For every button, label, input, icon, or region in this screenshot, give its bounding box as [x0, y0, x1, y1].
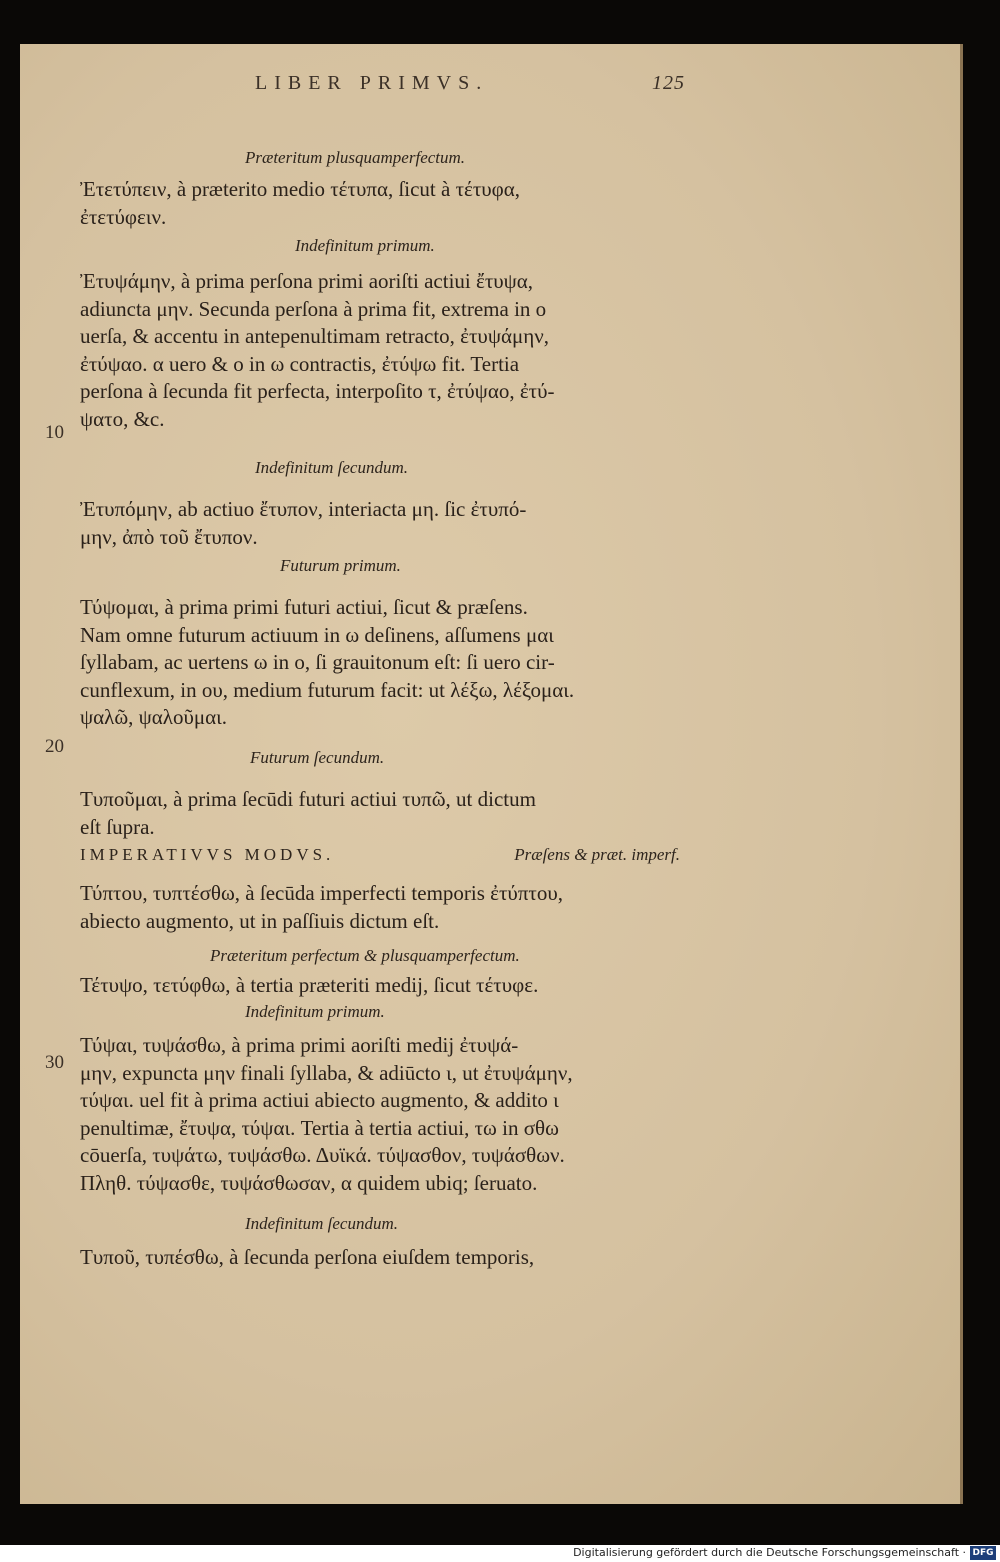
section-heading: Indefinitum primum.	[245, 1002, 385, 1021]
margin-line-number: 20	[45, 736, 64, 757]
paragraph	[80, 176, 672, 231]
text-line: adiuncta μην. Secunda perſona à prima fit, extrema in ο	[80, 296, 547, 321]
text-line: abiecto augmento, ut in paſſiuis dictum eſt.	[80, 908, 440, 933]
funding-notice: Digitalisierung gefördert durch die Deutsche Forschungsgemeinschaft ·	[573, 1546, 966, 1559]
text-line: Τέτυψο, τετύφθω, à tertia præteriti medij, ſicut τέτυφε.	[80, 973, 539, 997]
text-line: Ἐτετύπειν, à præterito medio τέτυπα, ſicut à τέτυφα,	[80, 177, 521, 201]
paragraph	[80, 268, 672, 434]
dfg-logo: DFG	[970, 1546, 996, 1560]
section-heading: Futurum ſecundum.	[250, 748, 385, 767]
text-line: Πληθ. τύψασθε, τυψάσθωσαν, α quidem ubiq; ſeruato.	[80, 1170, 538, 1195]
section-heading: Indefinitum ſecundum.	[255, 458, 408, 477]
footer-bar	[0, 1545, 1000, 1562]
margin-line-number: 10	[45, 422, 64, 443]
section-heading: Futurum primum.	[280, 556, 401, 575]
text-line: ψαλῶ, ψαλοῦμαι.	[80, 705, 228, 730]
text-line: μην, expuncta μην finali ſyllaba, & adiūcto ι, ut ἐτυψάμην,	[80, 1060, 573, 1085]
paragraph	[80, 594, 672, 732]
text-line: ψατο, &c.	[80, 406, 165, 431]
text-line: ἐτύψαο. α uero & ο in ω contractis, ἐτύψω fit. Tertia	[80, 351, 520, 376]
text-line: ἐτετύφειν.	[80, 204, 167, 229]
text-line: Τυποῦμαι, à prima ſecūdi futuri actiui τυπῶ, ut dictum	[80, 787, 536, 811]
paragraph	[80, 786, 672, 841]
book-page	[20, 44, 963, 1504]
page-number: 125	[652, 72, 685, 94]
text-line: uerſa, & accentu in antepenultimam retracto, ἐτυψάμην,	[80, 324, 549, 349]
paragraph	[80, 880, 672, 935]
running-title: LIBER PRIMVS.	[255, 72, 489, 94]
mode-subheading: Præſens & præt. imperf.	[514, 845, 680, 864]
text-line: Τύψαι, τυψάσθω, à prima primi aoriſti medij ἐτυψά-	[80, 1033, 519, 1057]
paragraph	[80, 1244, 672, 1272]
text-line: cōuerſa, τυψάτω, τυψάσθω. Δυϊκά. τύψασθον, τυψάσθων.	[80, 1143, 565, 1168]
text-line: Τύψομαι, à prima primi futuri actiui, ſicut & præſens.	[80, 595, 528, 619]
running-head	[255, 72, 685, 102]
mode-title: IMPERATIVVS MODVS.	[80, 845, 335, 864]
mode-heading	[80, 844, 680, 870]
paragraph	[80, 972, 672, 1000]
text-line: penultimæ, ἔτυψα, τύψαι. Tertia à tertia actiui, τω in σθω	[80, 1115, 559, 1140]
text-line: Ἐτυπόμην, ab actiuo ἔτυπον, interiacta μη. ſic ἐτυπό-	[80, 497, 527, 521]
section-heading: Indefinitum primum.	[295, 236, 435, 255]
paragraph	[80, 1032, 672, 1198]
section-heading: Præteritum perfectum & plusquamperfectum.	[210, 946, 520, 965]
text-line: Nam omne futurum actiuum in ω deſinens, aſſumens μαι	[80, 622, 554, 647]
text-line: Τυποῦ, τυπέσθω, à ſecunda perſona eiuſdem temporis,	[80, 1245, 535, 1269]
section-heading: Præteritum plusquamperfectum.	[245, 148, 466, 167]
text-line: μην, ἀπὸ τοῦ ἔτυπον.	[80, 524, 258, 549]
text-line: perſona à ſecunda fit perfecta, interpoſito τ, ἐτύψαο, ἐτύ-	[80, 379, 555, 404]
text-line: cunflexum, in ου, medium futurum facit: ut λέξω, λέξομαι.	[80, 677, 575, 702]
text-line: ſyllabam, ac uertens ω in ο, ſi grauitonum eſt: ſi uero cir-	[80, 650, 555, 675]
paragraph	[80, 496, 672, 551]
text-line: eſt ſupra.	[80, 814, 155, 839]
text-line: Τύπτου, τυπτέσθω, à ſecūda imperfecti temporis ἐτύπτου,	[80, 881, 564, 905]
text-line: Ἐτυψάμην, à prima perſona primi aoriſti actiui ἔτυψα,	[80, 269, 534, 293]
text-line: τύψαι. uel fit à prima actiui abiecto augmento, & addito ι	[80, 1088, 559, 1113]
section-heading: Indefinitum ſecundum.	[245, 1214, 398, 1233]
margin-line-number: 30	[45, 1052, 64, 1073]
